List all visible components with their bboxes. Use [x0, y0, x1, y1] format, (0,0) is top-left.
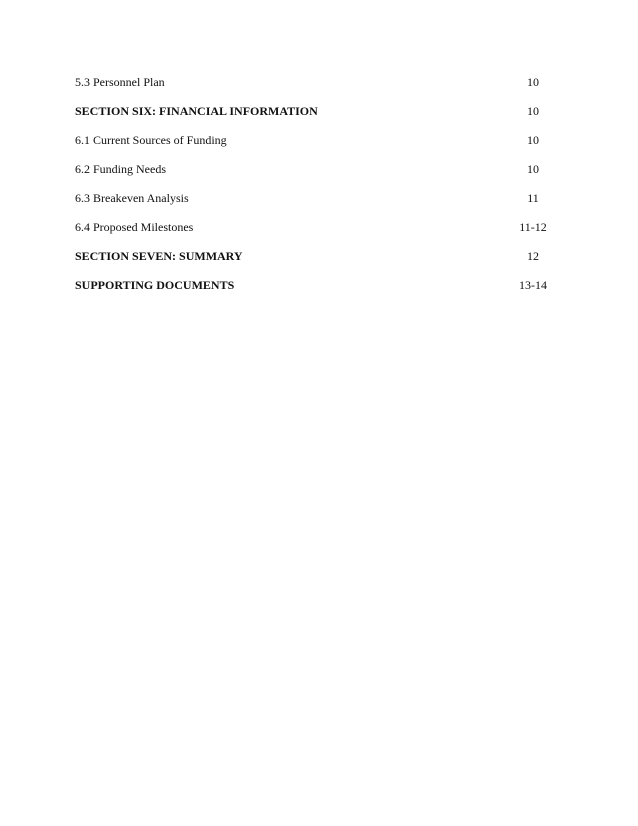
toc-section-label: SECTION SIX: FINANCIAL INFORMATION	[75, 104, 318, 118]
toc-entry-page-number: 10	[527, 75, 539, 89]
toc-section-label: SECTION SEVEN: SUMMARY	[75, 249, 243, 263]
toc-section-financial-information	[75, 101, 565, 130]
toc-entry-funding-needs	[75, 159, 565, 188]
toc-section-supporting-documents	[75, 275, 565, 304]
toc-entry-page-number: 12	[527, 249, 539, 263]
toc-entry-breakeven-analysis	[75, 188, 565, 217]
toc-section-summary	[75, 246, 565, 275]
toc-entry-page-number: 11	[527, 191, 539, 205]
toc-entry-current-sources-of-funding	[75, 130, 565, 159]
toc-entry-page-number: 13-14	[519, 278, 547, 292]
toc-entry-page-number: 10	[527, 104, 539, 118]
toc-entry-page-number: 10	[527, 133, 539, 147]
toc-entry-page-number: 11-12	[519, 220, 547, 234]
toc-entry-label: 6.2 Funding Needs	[75, 162, 166, 176]
toc-entry-label: 6.4 Proposed Milestones	[75, 220, 194, 234]
toc-entry-proposed-milestones	[75, 217, 565, 246]
toc-entry-label: 6.1 Current Sources of Funding	[75, 133, 227, 147]
toc-entry-label: 5.3 Personnel Plan	[75, 75, 165, 89]
toc-entry-page-number: 10	[527, 162, 539, 176]
table-of-contents	[75, 72, 565, 304]
toc-section-label: SUPPORTING DOCUMENTS	[75, 278, 235, 292]
toc-entry-personnel-plan	[75, 72, 565, 101]
toc-entry-label: 6.3 Breakeven Analysis	[75, 191, 189, 205]
